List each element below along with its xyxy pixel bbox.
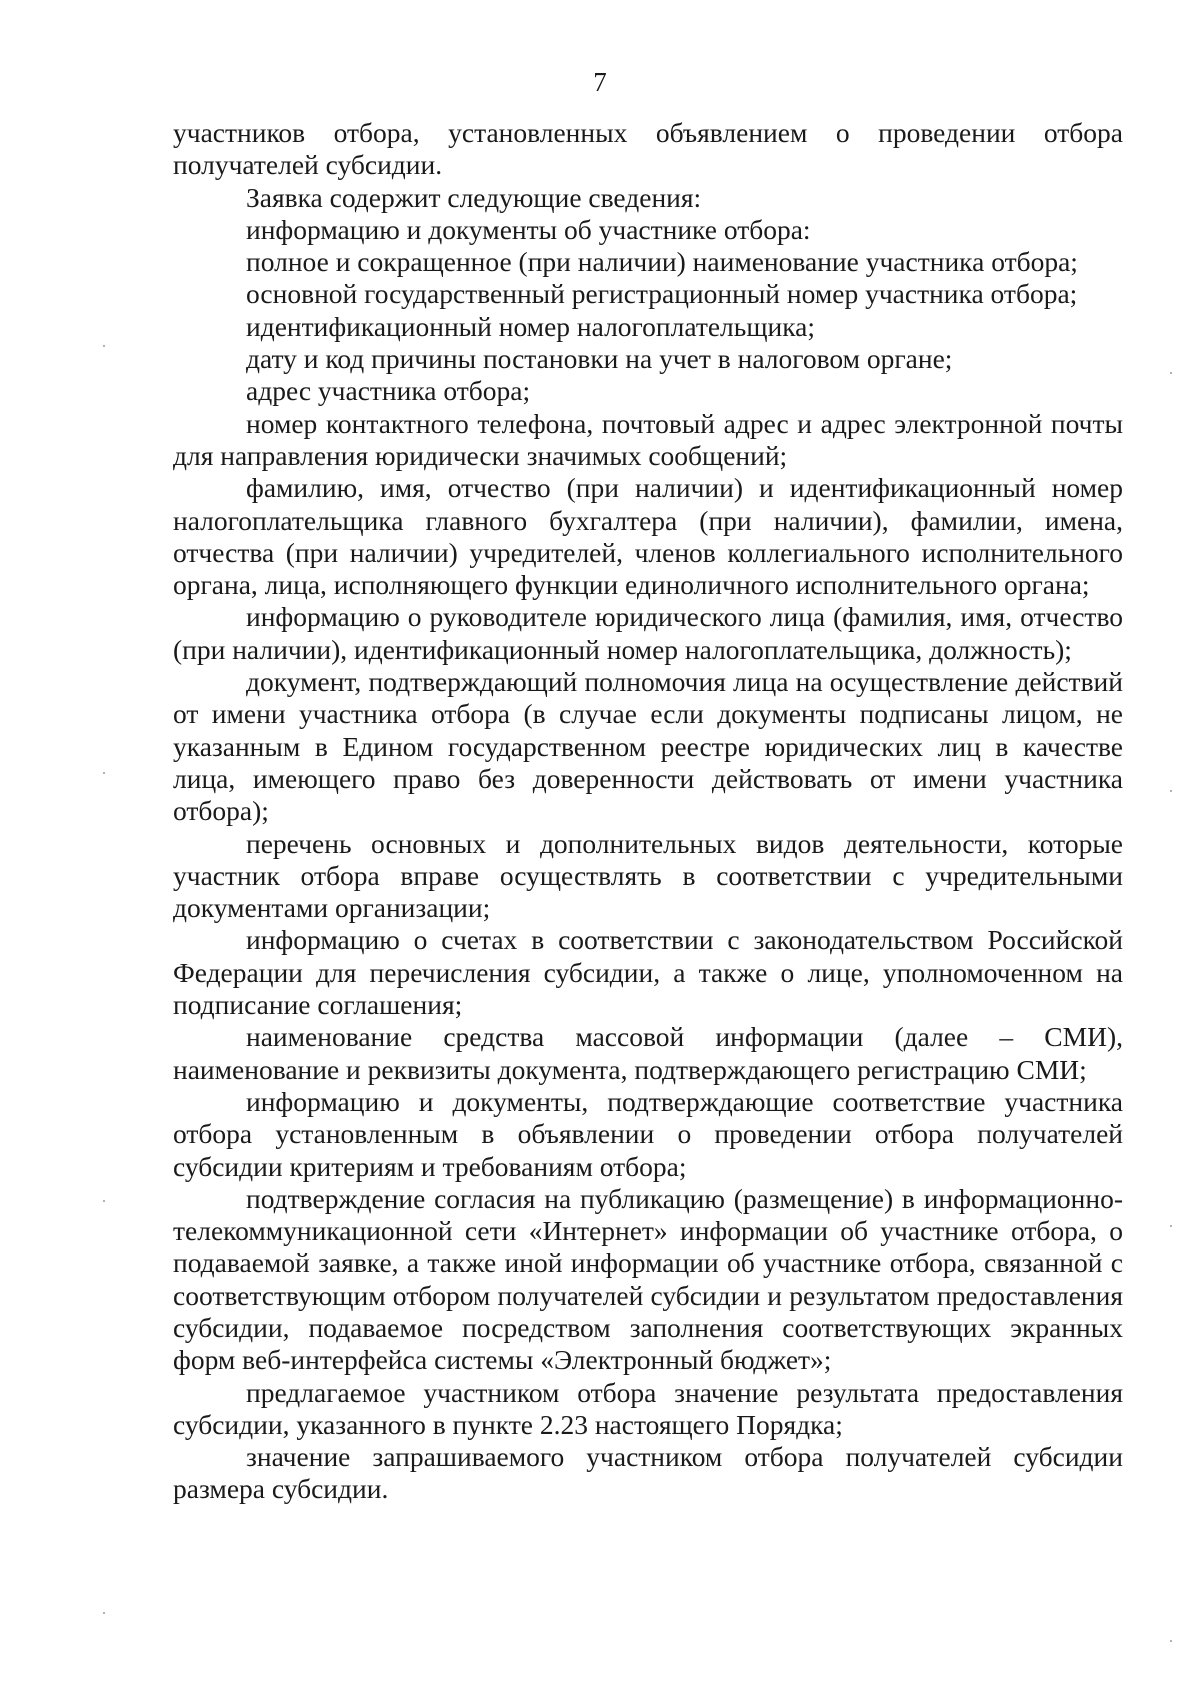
- scan-speck: [1170, 790, 1172, 792]
- document-body: [173, 117, 1123, 1506]
- paragraph: адрес участника отбора;: [246, 375, 531, 407]
- paragraph: полное и сокращенное (при наличии) наименование участника отбора;: [246, 246, 1078, 278]
- paragraph: Заявка содержит следующие сведения:: [246, 181, 702, 213]
- paragraph: значение запрашиваемого участником отбора получателей субсидии размера субсидии.: [173, 1441, 1123, 1505]
- paragraph: наименование средства массовой информации (далее – СМИ), наименование и реквизиты документа, подтверждающего регистрацию СМИ;: [173, 1021, 1123, 1085]
- scan-speck: [1170, 372, 1172, 374]
- paragraph-continuation: участников отбора, установленных объявлением о проведении отбора получателей субсидии.: [173, 117, 1123, 181]
- paragraph: документ, подтверждающий полномочия лица на осуществление действий от имени участника отбора (в случае если документы подписаны лицом, не указанным в Едином государственном реестре юридических лиц в качестве лица, имеющего право без доверенности действовать от имени участника отбора);: [173, 666, 1123, 827]
- paragraph: перечень основных и дополнительных видов деятельности, которые участник отбора вправе осуществлять в соответствии с учредительными документами организации;: [173, 827, 1123, 924]
- paragraph: фамилию, имя, отчество (при наличии) и идентификационный номер налогоплательщика главного бухгалтера (при наличии), фамилии, имена, отчества (при наличии) учредителей, членов коллегиального исполнительного органа, лица, исполняющего функции единоличного исполнительного органа;: [173, 472, 1123, 601]
- scan-speck: [103, 1612, 105, 1614]
- paragraph: информацию и документы об участнике отбора:: [246, 213, 811, 245]
- paragraph: основной государственный регистрационный номер участника отбора;: [246, 278, 1078, 310]
- paragraph: дату и код причины постановки на учет в налоговом органе;: [246, 343, 953, 375]
- paragraph: подтверждение согласия на публикацию (размещение) в информационно-телекоммуникационной сети «Интернет» информации об участнике отбора, о подаваемой заявке, а также иной информации об участнике отбора, связанной с соответствующим отбором получателей субсидии и результатом предоставления субсидии, подаваемое посредством заполнения соответствующих экранных форм веб-интерфейса системы «Электронный бюджет»;: [173, 1182, 1123, 1376]
- paragraph: информацию о счетах в соответствии с законодательством Российской Федерации для перечисления субсидии, а также о лице, уполномоченном на подписание соглашения;: [173, 924, 1123, 1021]
- paragraph: информацию о руководителе юридического лица (фамилия, имя, отчество (при наличии), идентификационный номер налогоплательщика, должность);: [173, 601, 1123, 665]
- paragraph: номер контактного телефона, почтовый адрес и адрес электронной почты для направления юридически значимых сообщений;: [173, 407, 1123, 471]
- page-number: 7: [593, 67, 607, 97]
- scan-speck: [103, 1200, 105, 1202]
- paragraph: информацию и документы, подтверждающие соответствие участника отбора установленным в объявлении о проведении отбора получателей субсидии критериям и требованиям отбора;: [173, 1085, 1123, 1182]
- scan-speck: [103, 345, 105, 347]
- scan-speck: [1170, 1640, 1172, 1642]
- paragraph: предлагаемое участником отбора значение результата предоставления субсидии, указанного в пункте 2.23 настоящего Порядка;: [173, 1376, 1123, 1440]
- scan-speck: [103, 772, 105, 774]
- paragraph: идентификационный номер налогоплательщика;: [246, 310, 816, 342]
- scan-speck: [1170, 1225, 1172, 1227]
